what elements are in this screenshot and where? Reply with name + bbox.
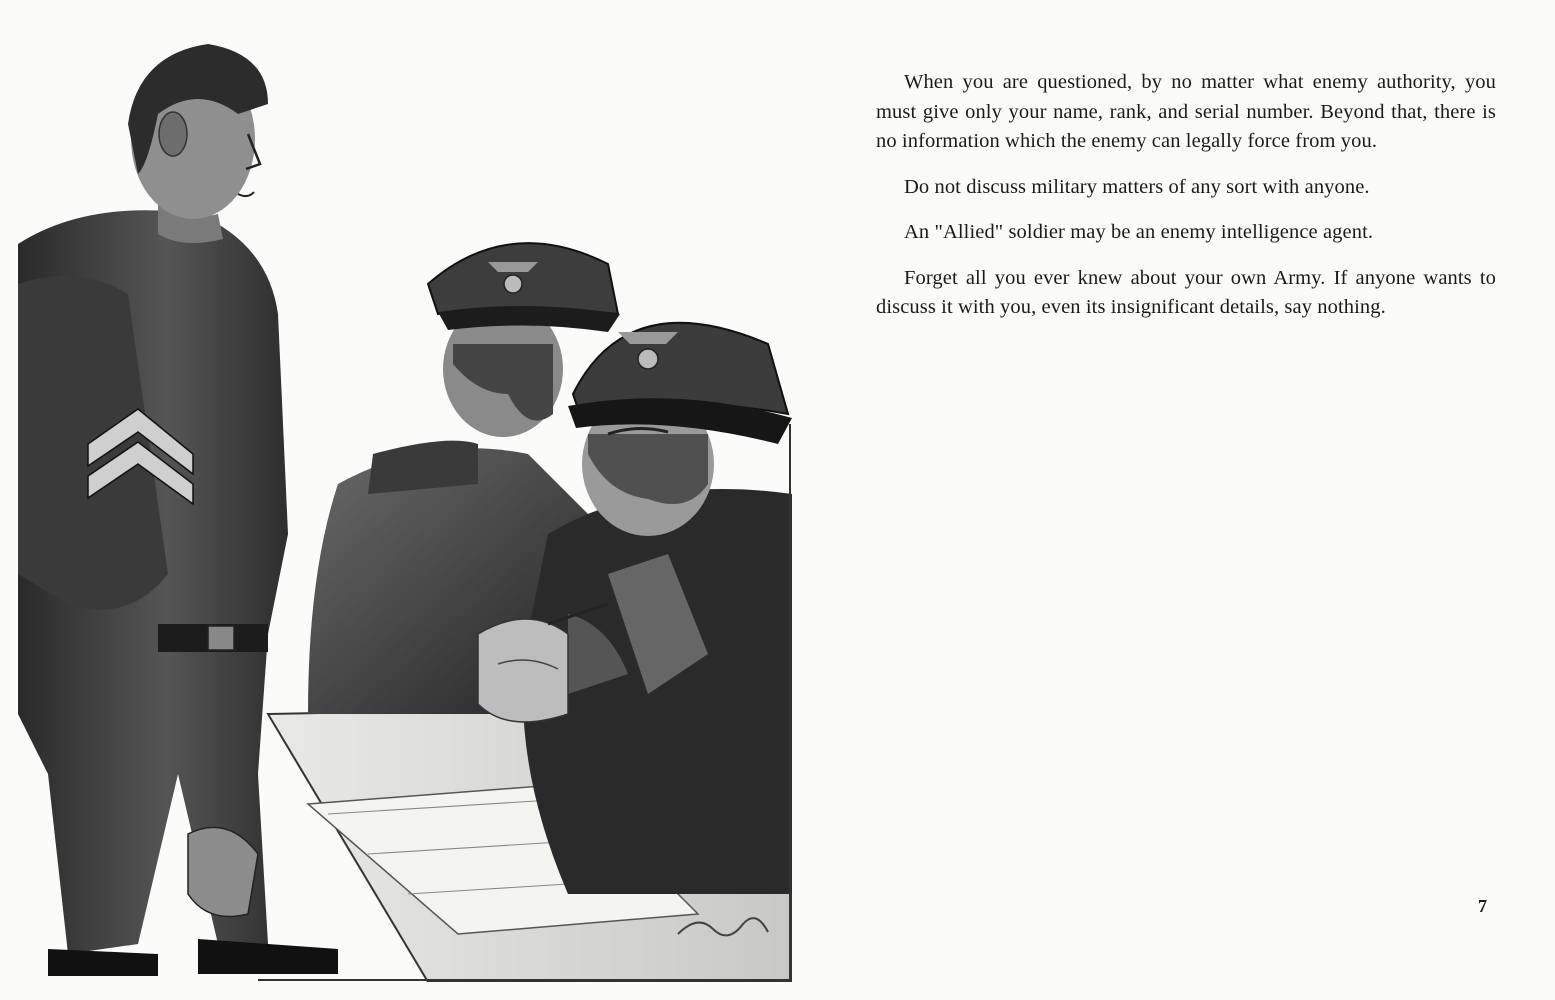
paragraph-questioning: When you are questioned, by no matter what enemy authority, you must give only your name, rank, and serial number. Beyond that, there is no information which the enemy can legally force from you. (876, 71, 1496, 152)
standing-soldier-figure (18, 44, 338, 976)
text-column (876, 68, 1496, 339)
paragraph-military-matters: Do not discuss military matters of any sort with anyone. (904, 175, 1370, 198)
page-number: 7 (1478, 896, 1487, 916)
paragraph-allied-agent: An "Allied" soldier may be an enemy intelligence agent. (904, 221, 1374, 243)
back-officer-cap (428, 243, 618, 314)
illustration-drawing (8, 14, 792, 982)
interrogation-illustration (8, 14, 792, 982)
paragraph-forget-army: Forget all you ever knew about your own Army. If anyone wants to discuss it with you, even its insignificant details, say nothing. (876, 266, 1496, 318)
